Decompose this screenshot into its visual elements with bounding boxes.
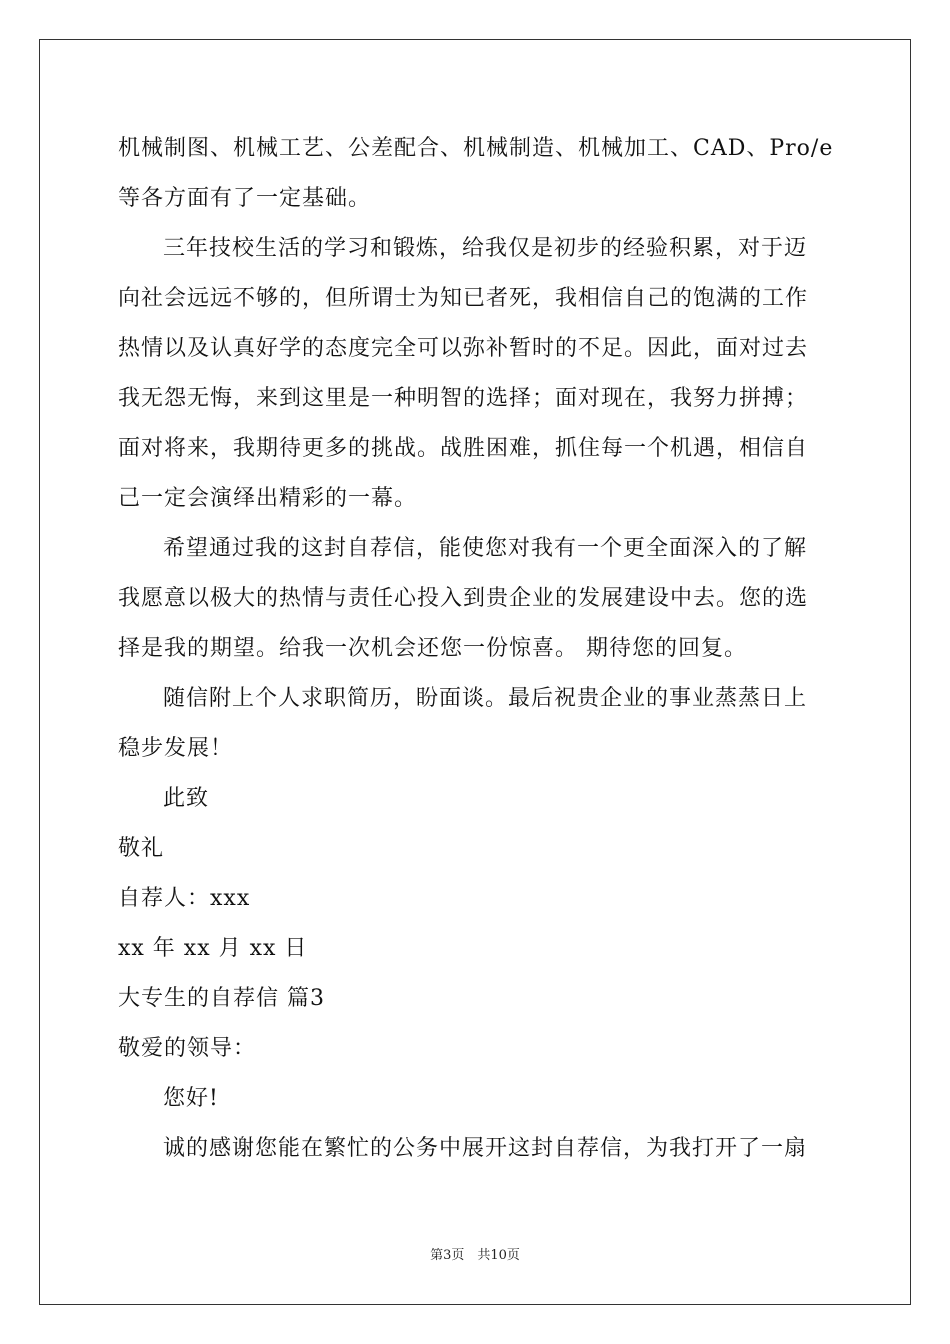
- paragraph-start: 随信附上个人求职简历，盼面谈。最后祝贵企业的事业蒸蒸日上: [163, 686, 808, 711]
- date-line: xx 年 xx 月 xx 日: [118, 936, 308, 961]
- text-line: 己一定会演绎出精彩的一幕。: [118, 486, 418, 511]
- paragraph-start: 诚的感谢您能在繁忙的公务中展开这封自荐信，为我打开了一扇: [163, 1136, 808, 1161]
- text-line: 择是我的期望。给我一次机会还您一份惊喜。 期待您的回复。: [118, 636, 747, 661]
- text-line: 热情以及认真好学的态度完全可以弥补暂时的不足。因此，面对过去: [118, 336, 809, 361]
- text-line: 等各方面有了一定基础。: [118, 186, 372, 211]
- text-line: 我愿意以极大的热情与责任心投入到贵企业的发展建设中去。您的选: [118, 586, 809, 611]
- text-line: 向社会远远不够的，但所谓士为知已者死，我相信自己的饱满的工作: [118, 286, 809, 311]
- closing-salutation: 此致: [163, 786, 210, 811]
- page-number-footer: 第3页 共10页: [430, 1248, 520, 1263]
- greeting-recipient: 敬爱的领导：: [118, 1036, 257, 1061]
- text-line: 稳步发展！: [118, 736, 234, 761]
- greeting: 您好!: [163, 1086, 219, 1111]
- paragraph-start: 三年技校生活的学习和锻炼，给我仅是初步的经验积累，对于迈: [163, 236, 808, 261]
- text-line: 我无怨无悔，来到这里是一种明智的选择；面对现在，我努力拼搏；: [118, 386, 809, 411]
- text-line: 机械制图、机械工艺、公差配合、机械制造、机械加工、CAD、Pro/e: [118, 136, 834, 161]
- signature-line: 自荐人：xxx: [118, 886, 251, 911]
- closing-regards: 敬礼: [118, 836, 165, 861]
- paragraph-start: 希望通过我的这封自荐信，能使您对我有一个更全面深入的了解: [163, 536, 808, 561]
- page-border: [39, 39, 911, 1305]
- text-line: 面对将来，我期待更多的挑战。战胜困难，抓住每一个机遇，相信自: [118, 436, 809, 461]
- section-title: 大专生的自荐信 篇3: [118, 986, 325, 1011]
